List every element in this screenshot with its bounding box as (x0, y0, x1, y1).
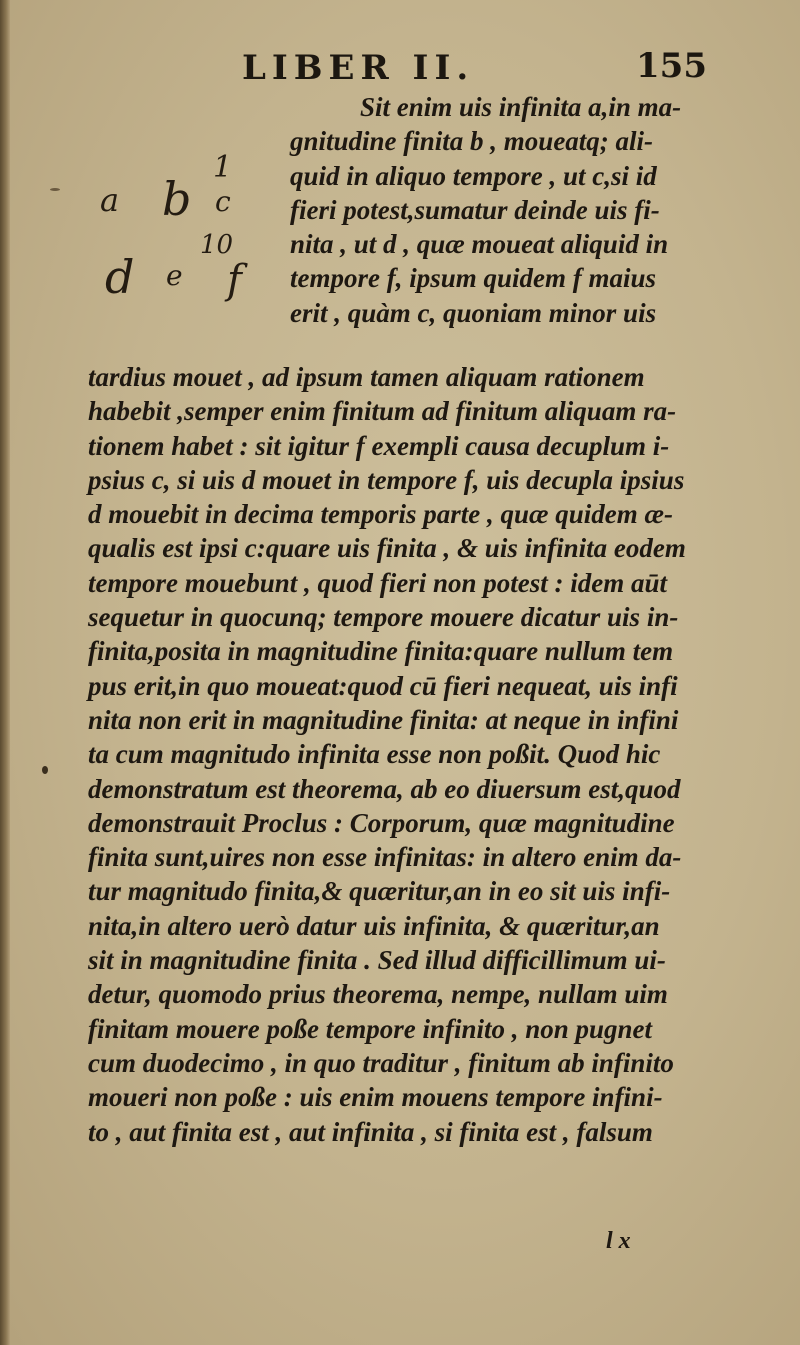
text-line: demonstrauit Proclus : Corporum, quæ magnitudine (88, 807, 675, 838)
text-line: tempore f, ipsum quidem f maius (290, 263, 657, 294)
text-line: to , aut finita est , aut infinita , si finita est , falsum (88, 1116, 653, 1147)
text-line: fieri potest,sumatur deinde uis fi- (290, 194, 660, 225)
text-line: finita sunt,uires non esse infinitas: in altero enim da- (88, 842, 682, 873)
text-line: nita , ut d , quæ moueat aliquid in (290, 229, 669, 260)
text-line: cum duodecimo , in quo traditur , finitum ab infinito (88, 1047, 674, 1078)
page-number: 155 (636, 46, 707, 86)
text-line: tionem habet : sit igitur f exempli causa decuplum i- (88, 430, 670, 461)
text-line: gnitudine finita b , moueatq; ali- (290, 126, 654, 157)
text-line: demonstratum est theorema, ab eo diuersum est,quod (88, 773, 681, 804)
diagram-letter-a: a (100, 181, 120, 219)
side-text-block (290, 90, 710, 330)
text-line: moueri non poße : uis enim mouens tempore infini- (88, 1082, 663, 1113)
diagram-number-1: 1 (213, 150, 233, 185)
letter-diagram (50, 135, 300, 325)
diagram-letter-c: c (215, 185, 231, 218)
text-line: finitam mouere poße tempore infinito , non pugnet (88, 1013, 653, 1044)
book-spine-shadow (0, 0, 10, 1345)
catchword: l x (606, 1228, 631, 1254)
text-line: pus erit,in quo moueat:quod cū fieri nequeat, uis infi (88, 670, 678, 701)
diagram-letter-d: d (105, 250, 135, 304)
text-line: finita,posita in magnitudine finita:quare nullum tem (88, 636, 674, 667)
text-line: quid in aliquo tempore , ut c,si id (290, 160, 657, 191)
text-line: sequetur in quocunq; tempore mouere dicatur uis in- (88, 602, 679, 633)
text-line: Sit enim uis infinita a,in ma- (360, 92, 682, 122)
text-line: sit in magnitudine finita . Sed illud difficillimum ui- (88, 945, 666, 976)
text-line: nita non erit in magnitudine finita: at neque in infini (88, 704, 679, 735)
text-line: psius c, si uis d mouet in tempore f, uis decupla ipsius (88, 464, 685, 495)
text-line: ta cum magnitudo infinita esse non poßit. Quod hic (88, 739, 661, 770)
page-header (10, 40, 800, 90)
text-line: nita,in altero uerò datur uis infinita, & quæritur,an (88, 910, 660, 941)
diagram-letter-b: b (162, 172, 192, 226)
main-text-block (88, 360, 728, 1149)
running-head: LIBER II. (242, 48, 475, 88)
ink-speck (42, 766, 48, 774)
text-line: d mouebit in decima temporis parte , quæ quidem æ- (88, 499, 673, 530)
diagram-number-10: 10 (200, 230, 234, 260)
text-line: qualis est ipsi c:quare uis finita , & uis infinita eodem (88, 533, 686, 564)
book-page (10, 0, 800, 1345)
text-line: habebit ,semper enim finitum ad finitum aliquam ra- (88, 396, 677, 427)
text-line: tardius mouet , ad ipsum tamen aliquam rationem (88, 362, 645, 392)
diagram-letter-f: f (227, 257, 242, 303)
diagram-letter-e: e (166, 259, 183, 292)
text-line: detur, quomodo prius theorema, nempe, nullam uim (88, 979, 668, 1010)
text-line: tempore mouebunt , quod fieri non potest : idem aūt (88, 567, 668, 598)
ink-speck (50, 188, 60, 191)
text-line: tur magnitudo finita,& quæritur,an in eo sit uis infi- (88, 876, 671, 907)
text-line: erit , quàm c, quoniam minor uis (290, 297, 657, 328)
diagram-figure (50, 135, 300, 325)
